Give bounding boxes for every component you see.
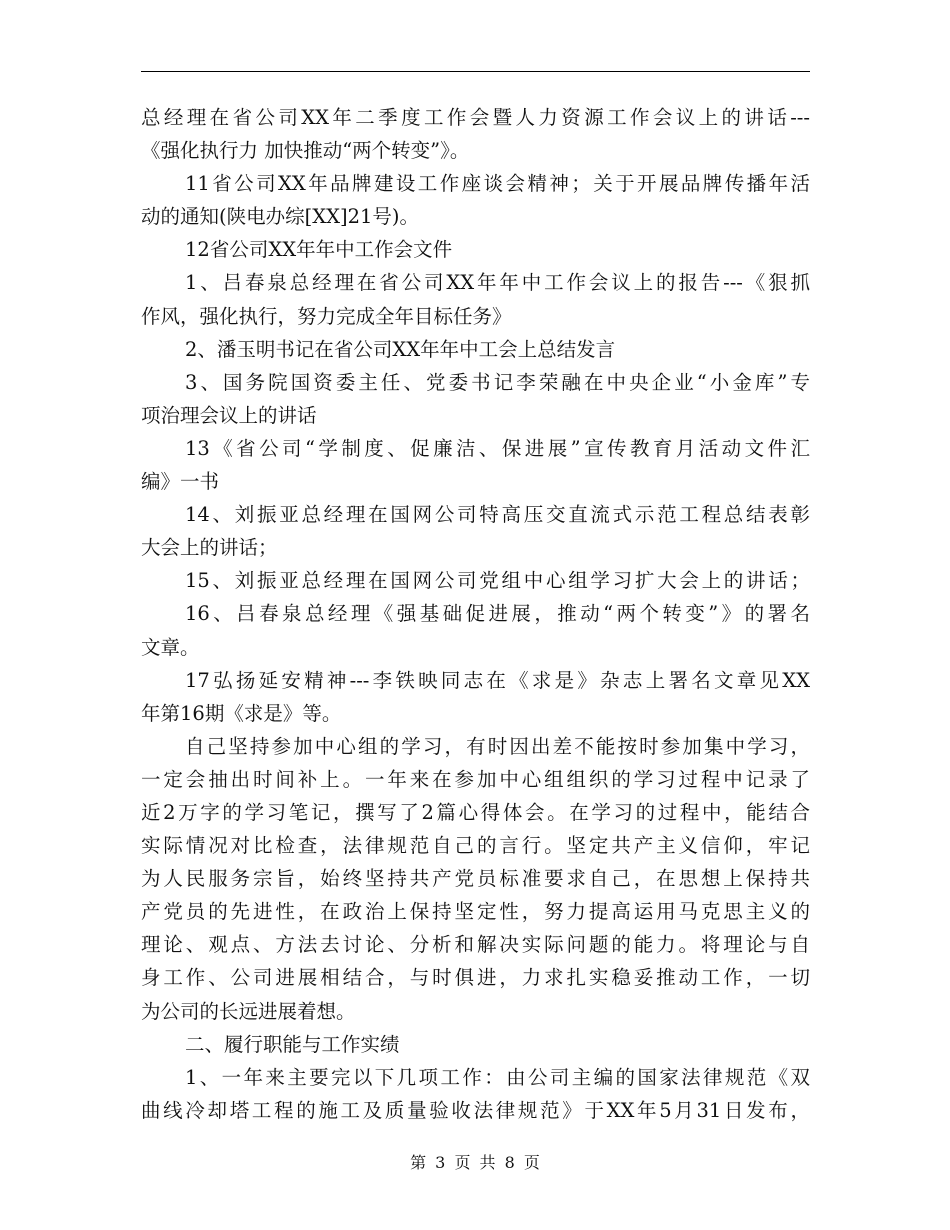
body-line: 1、吕春泉总经理在省公司XX年年中工作会议上的报告---《狠抓 — [185, 271, 810, 295]
body-line: 大会上的讲话； — [141, 536, 278, 560]
body-line: 身工作、公司进展相结合，与时俱进，力求扎实稳妥推动工作，一切 — [141, 966, 810, 990]
body-line: 11省公司XX年品牌建设工作座谈会精神；关于开展品牌传播年活 — [185, 172, 810, 196]
body-line: 3、国务院国资委主任、党委书记李荣融在中央企业“小金库”专 — [185, 370, 810, 394]
body-line: 实际情况对比检查，法律规范自己的言行。坚定共产主义信仰，牢记 — [141, 834, 810, 858]
body-line: 总经理在省公司XX年二季度工作会暨人力资源工作会议上的讲话--- — [141, 106, 810, 129]
body-line: 一定会抽出时间补上。一年来在参加中心组组织的学习过程中记录了 — [141, 767, 810, 791]
body-line: 项治理会议上的讲话 — [141, 403, 317, 427]
body-line: 年第16期《求是》等。 — [141, 701, 342, 725]
document-body — [141, 101, 810, 1127]
body-line: 《强化执行力 加快推动“两个转变”》。 — [141, 139, 470, 163]
header-rule — [141, 71, 810, 72]
section-heading: 二、履行职能与工作实绩 — [185, 1032, 400, 1056]
body-line: 为公司的长远进展着想。 — [141, 999, 356, 1023]
page-footer: 第 3 页 共 8 页 — [410, 1153, 540, 1172]
body-line: 动的通知(陕电办综[XX]21号)。 — [141, 205, 420, 229]
body-line: 13《省公司“学制度、促廉洁、保进展”宣传教育月活动文件汇 — [185, 436, 810, 460]
body-line: 产党员的先进性，在政治上保持坚定性，努力提高运用马克思主义的 — [141, 900, 810, 924]
body-line: 16、吕春泉总经理《强基础促进展，推动“两个转变”》的署名 — [185, 602, 810, 626]
body-line: 2、潘玉明书记在省公司XX年年中工会上总结发言 — [185, 337, 616, 361]
body-line: 自己坚持参加中心组的学习，有时因出差不能按时参加集中学习， — [185, 734, 810, 758]
body-line: 曲线冷却塔工程的施工及质量验收法律规范》于XX年5月31日发布， — [141, 1098, 810, 1122]
body-line: 理论、观点、方法去讨论、分析和解决实际问题的能力。将理论与自 — [141, 933, 810, 957]
body-line: 为人民服务宗旨，始终坚持共产党员标准要求自己，在思想上保持共 — [141, 867, 810, 891]
body-line: 文章。 — [141, 635, 200, 659]
body-line: 15、刘振亚总经理在国网公司党组中心组学习扩大会上的讲话； — [185, 569, 810, 593]
body-line: 14、刘振亚总经理在国网公司特高压交直流式示范工程总结表彰 — [185, 503, 810, 527]
body-line: 17弘扬延安精神---李铁映同志在《求是》杂志上署名文章见XX — [185, 668, 810, 692]
body-line: 近2万字的学习笔记，撰写了2篇心得体会。在学习的过程中，能结合 — [141, 800, 810, 824]
body-line: 1、一年来主要完以下几项工作：由公司主编的国家法律规范《双 — [185, 1065, 810, 1089]
body-line: 编》一书 — [141, 470, 220, 494]
body-line: 12省公司XX年年中工作会文件 — [185, 238, 453, 262]
body-line: 作风，强化执行，努力完成全年目标任务》 — [141, 304, 512, 328]
